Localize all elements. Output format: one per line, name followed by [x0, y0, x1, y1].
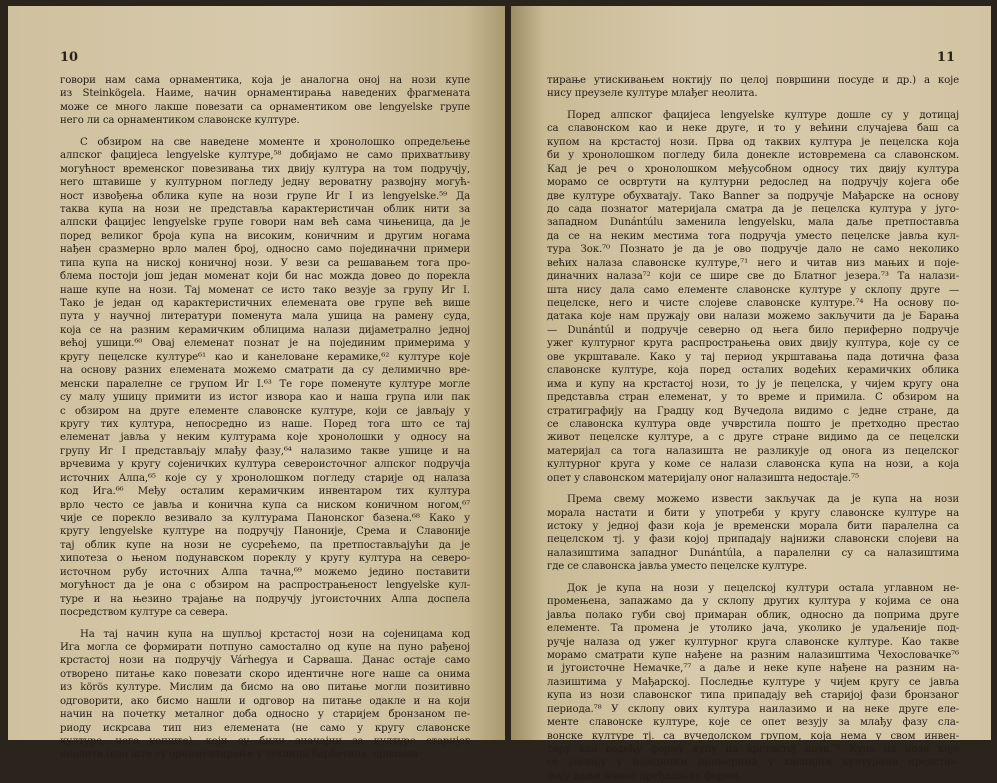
text-line: западном Dunántúlu заменила lengyelsku, мала даље претпоставља — [547, 217, 959, 229]
text-line: да се на неким местима тога подручја уместо пецелске јавља кул- — [547, 230, 959, 242]
text-line: елементе. Та промена је утолико јача, уколико је удаљеније под- — [547, 623, 959, 635]
text-line: представља стран елеменат, у то време и примила. С обзиром на — [547, 392, 959, 404]
text-line: са славонском као и неке друге, и то у већини случајева баш са — [547, 123, 959, 135]
text-line: где се славонска јавља уместо пецелске културе. — [547, 561, 808, 573]
right-page — [511, 6, 991, 782]
text-line: нађен сразмерно врло мален број, односно само појединачни примери — [60, 244, 470, 256]
text-line: материјал са тога налазишта не разликује од онога из пецелског — [547, 445, 959, 457]
text-line: купом на крстастој нози. Прва од таквих култура је пецелска која — [547, 136, 959, 148]
text-line: врло често се јавља и конична купа са ниском коничном ногом,⁶⁷ — [60, 499, 470, 511]
text-line: лазиштима у Мађарској. Последње културе у чијем кругу се јавља — [547, 676, 959, 688]
paragraph-gap — [547, 485, 959, 493]
text-line: С обзиром на све наведене моменте и хронолошко опредељење — [80, 136, 470, 148]
text-line: чије се порекло везивало за културама Панонског базена.⁶⁸ Како у — [60, 513, 470, 524]
paragraph-gap — [547, 101, 959, 109]
text-line: наше купе на нози. Тај моменат се исто тако везује за групу Иг I. — [60, 284, 470, 296]
text-line: хипотеза о њеном подунавском пореклу у кругу култура на северо- — [60, 553, 470, 565]
text-line: љају даљи живот пређашњих форми. — [547, 770, 742, 782]
text-line: типа купа на ниској коничној нози. У вези са решавањем тога про- — [60, 257, 470, 269]
text-line: и југоисточне Немачке,⁷⁷ а даље и неке купе нађене на разним на- — [547, 663, 959, 675]
text-line: тирање утискивањем ноктију по целој површини посуде и др.) а које — [547, 75, 959, 86]
text-line: опет у славонском материјалу оног налазишта недостаје.⁷⁵ — [547, 472, 859, 484]
text-line: културног круга у коме се налази славонска купа на нози, а која — [547, 459, 959, 471]
text-line: код Ига.⁶⁶ Међу осталим керамичким инвентаром тих култура — [60, 486, 470, 498]
text-line: отворено питање како повезати скоро идентичне ноге наше са онима — [60, 668, 470, 680]
text-line: која се на разним керамичким облицима налази дијаметрално једној — [60, 324, 470, 336]
paragraph-gap — [60, 128, 470, 136]
text-line: врчевима у кругу сојеничких култура североисточног алпског подручја — [60, 459, 470, 471]
text-line: — Dunántúl и подручје северно од њега било периферно подручје — [547, 324, 959, 336]
text-line: шта нису дала само елементе славонске културе у склопу друге — — [547, 284, 959, 296]
text-line: с обзиром на друге елементе славонске културе, који се јављају у — [60, 405, 470, 417]
text-line: тај облик купе на нози не сусрећемо, па претпостављајући да је — [60, 539, 470, 551]
text-line: већој ушици.⁶⁰ Овај елеменат познат је на појединим примерима у — [60, 338, 470, 350]
text-line: блема постоји још један моменат који би нас можда довео до порекла — [60, 271, 470, 283]
text-line: периода.⁷⁸ У склопу ових култура наилазимо и на неке друге еле- — [547, 703, 959, 715]
text-line: пецелске, него и чисте слојеве славонске културе.⁷⁴ На основу по- — [547, 298, 959, 309]
text-line: поред великог броја купа на високим, коничним и другим ногама — [60, 230, 470, 242]
text-line: пута у научној литератури поменута мала ушица на рамену суда, — [60, 311, 470, 323]
text-line: него ли са орнаментиком славонске културе. — [60, 115, 300, 127]
text-line: таква купа на нози не представља карактеристичан облик нити за — [60, 203, 470, 215]
text-line: групу Иг I представљају млађу фазу,⁶⁴ налазимо такве ушице и на — [60, 445, 470, 457]
text-line: риоду искрсава тип низ елемената (не само у кругу славонске — [60, 722, 470, 734]
text-line: кругу пецелске културе⁶¹ као и канеловане керамике,⁶² културе које — [60, 351, 470, 363]
text-line: нису преузеле културе млађег неолита. — [547, 88, 758, 100]
text-line: Ига могла се формирати потпуно самостално од купе на пуно рађеној — [60, 641, 470, 653]
text-line: менте славонске културе, које се опет везују за млађу фазу сла- — [547, 717, 959, 729]
text-line: Тако је један од карактеристичних елемената ове групе већ више — [60, 298, 470, 309]
left-page — [8, 6, 505, 761]
text-line: морала настати и бити у употреби у кругу славонске културе на — [547, 507, 959, 519]
text-line: ност извођења облика купе на нози групе Иг I из lengyelske.⁵⁹ Да — [60, 190, 470, 202]
text-line: може се много лакше повезати са орнаментиком ове lengyelske групе — [60, 101, 470, 113]
paragraph-gap — [547, 574, 959, 582]
text-line: на основу разних елемената можемо сматрати да су делимично вре- — [60, 365, 470, 377]
paragraph-gap — [60, 620, 470, 628]
text-line: из körös културе. Мислим да бисмо на ово питање могли позитивно — [60, 682, 470, 694]
text-line: могућност временског повезивања тих двију култура на том подручју, — [60, 163, 470, 175]
text-line: менски паралелне се групом Иг I.⁶³ Те горе поменуте културе могле — [60, 378, 470, 390]
text-line: датака које нам пружају ови налази можемо закључити да је Барања — [547, 311, 959, 323]
text-line: источном рубу источних Алпа тачна,⁶⁹ можемо једино поставити — [60, 566, 470, 578]
text-line: вонске културе тј. са вучедолском групом, која нема у свом инвен- — [547, 730, 959, 742]
text-line: тура Зок.⁷⁰ Познато је да је ово подручје дало не само неколико — [547, 244, 959, 256]
text-line: живот пецелске културе, а с друге стране видимо да се пецелски — [547, 432, 959, 444]
text-line: посредством културе са севера. — [60, 607, 228, 619]
text-line: морамо сматрати купе нађене на разним налазиштима Чехословачке⁷⁶ — [547, 649, 959, 661]
text-line: алпског фацијеса lengyelske културе,⁵⁸ добијамо не само прихватљиву — [60, 150, 470, 162]
text-line: већих налаза славонске културе,⁷¹ него и читав низ мањих и поје- — [547, 257, 959, 269]
text-line: би у хронолошком погледу била донекле истовремена са славонском. — [547, 150, 959, 162]
text-line: се јављају у појединим примерима у каснијим културама представ- — [547, 757, 959, 769]
text-line: стратиграфију на Градцу код Вучедола видимо с једне стране, да — [547, 405, 959, 417]
text-line: из Steinkögela. Наиме, начин орнаментирања наведених фрагмената — [60, 88, 470, 100]
text-line: кругу lengyelske културе на подручју Панонијe, Срема и Славоније — [60, 526, 470, 538]
text-line: начин на почетку металног доба односно у старијем бронзаном пе- — [60, 709, 470, 721]
text-line: тару као водећу форму купу на крстастој нози.⁷⁹ Купе на нози које — [547, 744, 959, 755]
text-line: елеменат јавља у неким културама које хронолошки у односу на — [60, 432, 470, 444]
text-line: налазиштима западног Dunántúla, а паралелни су са налазиштима — [547, 547, 959, 559]
text-line: одговорити, ако бисмо нашли и одговор на питање одакле и на који — [60, 695, 470, 707]
text-line: алпски фацијес lengyelske групе говори нам већ сама чињеница, да је — [60, 217, 470, 229]
text-line: до сада познатог материјала сматра да је пецелска култура у југо- — [547, 203, 959, 215]
text-line: него штавише у културном погледу једну вероватну развојну могућ- — [60, 177, 470, 189]
text-line: две културе обухватају. Тако Banner за подручје Мађарске на основу — [547, 190, 959, 202]
text-line: источних Алпа,⁶⁵ које су у хронолошком погледу старије од налаза — [60, 472, 470, 484]
text-line: купа из нози славонског типа припадају већ старијој фази бронзаног — [547, 690, 959, 702]
text-line: ове укрштавале. Како у тај период укрштавања пада дотична фаза — [547, 351, 959, 363]
text-line: неолита (као што су орнаментирање у техници барботина, орнамен- — [60, 749, 422, 761]
text-line: Према свему можемо извести закључак да је купа на нози — [567, 494, 959, 506]
text-line: туре и на њезино трајање на подручју југоисточних Алпа доспела — [60, 593, 470, 605]
text-line: има и купу на крстастој нози, то ју је пецелска, у чијем кругу она — [547, 378, 959, 390]
text-line: се славонска култура овде учврстила пошто је претходно престао — [547, 418, 959, 430]
right-page-text — [547, 74, 959, 783]
text-line: славонске културе, која поред осталих водећих керамичких облика — [547, 365, 959, 377]
page-number-left: 10 — [60, 50, 79, 65]
text-line: ужег културног круга распрострањења ових двију култура, које су се — [547, 338, 959, 350]
left-page-text — [60, 74, 470, 762]
text-line: морамо се освртути на културни редослед на подручју којега обе — [547, 177, 959, 189]
text-line: ручје налаза од ужег културног круга славонске културе. Као такве — [547, 636, 959, 648]
text-line: говори нам сама орнаментика, која је аналогна оној на нози купе — [60, 75, 470, 86]
text-line: могућност да је она с обзиром на распрострањеност lengyelske кул- — [60, 580, 470, 592]
text-line: су малу ушицу примити из истог извора као и наша група или пак — [60, 392, 470, 404]
text-line: кругу тих култура, непосредно из наше. Поред тога што се тај — [60, 418, 470, 430]
text-line: Поред алпског фацијеса lengyelske културе дошле су у дотицај — [567, 109, 959, 121]
text-line: крстастој нози на подручју Várhegya и Сарваша. Данас остаје само — [60, 655, 470, 667]
text-line: пецелском тј. у фази којој припадају најнижи славонски слојеви на — [547, 534, 959, 546]
text-line: диначних налаза⁷² који се шире све до Блатног језера.⁷³ Та налази- — [547, 271, 959, 283]
text-line: истоку у једној фази која је временски морала бити паралелна са — [547, 521, 959, 532]
text-line: културе, него уопште), који су били значајни за културе старијег — [60, 736, 470, 747]
text-line: На тај начин купа на шупљој крстастој нози на сојеницама код — [80, 628, 470, 640]
page-number-right: 11 — [936, 50, 955, 65]
text-line: Кад је реч о хронолошком међусобном односу тих двију култура — [547, 163, 959, 175]
text-line: промењена, запажамо да у склопу других култура у којима се она — [547, 596, 959, 608]
text-line: јавља полако губи свој примаран облик, односно да поприма друге — [547, 609, 959, 621]
text-line: Док је купа на нози у пецелској култури остала углавном не- — [567, 582, 959, 594]
